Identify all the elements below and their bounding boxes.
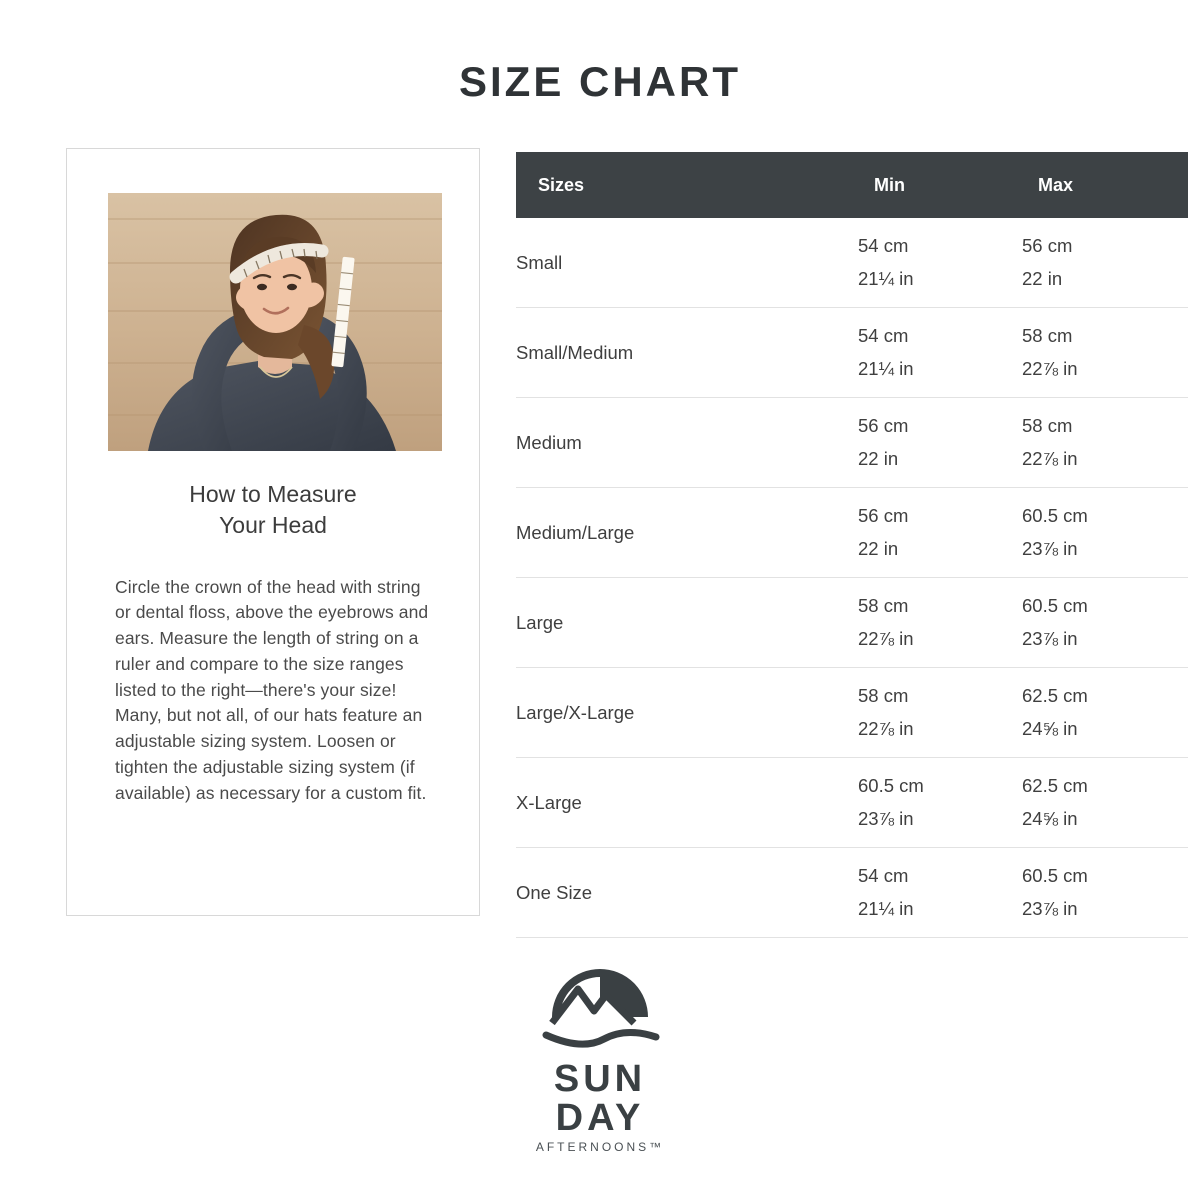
cell-min-in: 21¼ in <box>858 898 914 919</box>
measure-photo <box>108 193 442 451</box>
cell-min-cm: 56 cm <box>858 505 909 526</box>
cell-max <box>1022 308 1188 398</box>
cell-size: Medium <box>516 398 858 488</box>
cell-min <box>858 848 1022 938</box>
cell-size: Large/X-Large <box>516 668 858 758</box>
cell-max-in: 24⅝ in <box>1022 808 1078 829</box>
size-table-head <box>516 152 1188 218</box>
cell-size: X-Large <box>516 758 858 848</box>
cell-min <box>858 668 1022 758</box>
mountain-sun-icon <box>534 965 666 1051</box>
cell-max-cm: 60.5 cm <box>1022 865 1088 886</box>
logo-line-sun: SUN <box>553 1058 647 1100</box>
cell-max-cm: 60.5 cm <box>1022 505 1088 526</box>
cell-max-cm: 62.5 cm <box>1022 775 1088 796</box>
cell-size: Medium/Large <box>516 488 858 578</box>
column-header-sizes: Sizes <box>516 152 858 218</box>
cell-min-in: 22⅞ in <box>858 718 914 739</box>
cell-size: Small/Medium <box>516 308 858 398</box>
cell-min <box>858 758 1022 848</box>
table-row <box>516 218 1188 308</box>
column-header-max: Max <box>1022 152 1188 218</box>
cell-max <box>1022 578 1188 668</box>
cell-min-in: 21¼ in <box>858 268 914 289</box>
logo-line-afternoons: AFTERNOONS™ <box>535 1140 665 1154</box>
cell-min-cm: 56 cm <box>858 415 909 436</box>
cell-min-cm: 58 cm <box>858 685 909 706</box>
measure-heading-line1: How to Measure <box>189 481 357 507</box>
cell-min <box>858 308 1022 398</box>
cell-max <box>1022 848 1188 938</box>
cell-max-in: 23⅞ in <box>1022 898 1078 919</box>
table-row <box>516 488 1188 578</box>
page-title: SIZE CHART <box>459 58 741 105</box>
table-row <box>516 398 1188 488</box>
table-row <box>516 668 1188 758</box>
logo-wordmark <box>0 1060 1200 1156</box>
cell-min <box>858 488 1022 578</box>
table-row <box>516 758 1188 848</box>
cell-max-in: 22⅞ in <box>1022 448 1078 469</box>
size-table-wrapper <box>516 152 1134 938</box>
cell-max-in: 23⅞ in <box>1022 628 1078 649</box>
cell-min-in: 22 in <box>858 448 899 469</box>
cell-min-cm: 60.5 cm <box>858 775 924 796</box>
cell-size: One Size <box>516 848 858 938</box>
cell-min <box>858 398 1022 488</box>
cell-max-cm: 58 cm <box>1022 325 1073 346</box>
cell-max-cm: 62.5 cm <box>1022 685 1088 706</box>
cell-size: Small <box>516 218 858 308</box>
size-table-body <box>516 218 1188 938</box>
cell-min-cm: 54 cm <box>858 865 909 886</box>
measure-instructions: Circle the crown of the head with string or dental floss, above the eyebrows and ears. Measure the length of string on a ruler and compare to the size ranges listed to the right—there's your size! Many, but not all, of our hats feature an adjustable sizing system. Loosen or tighten the adjustable sizing system (if available) as necessary for a custom fit. <box>115 576 429 803</box>
measure-heading-line2: Your Head <box>219 512 327 538</box>
cell-min-cm: 54 cm <box>858 235 909 256</box>
cell-min-in: 22 in <box>858 538 899 559</box>
cell-max <box>1022 218 1188 308</box>
cell-max-cm: 58 cm <box>1022 415 1073 436</box>
measure-heading <box>67 479 479 541</box>
cell-max <box>1022 488 1188 578</box>
cell-max-cm: 56 cm <box>1022 235 1073 256</box>
size-table <box>516 152 1188 938</box>
table-row <box>516 848 1188 938</box>
cell-min <box>858 218 1022 308</box>
table-row <box>516 308 1188 398</box>
column-header-min: Min <box>858 152 1022 218</box>
cell-min-in: 21¼ in <box>858 358 914 379</box>
cell-min-in: 22⅞ in <box>858 628 914 649</box>
cell-min-cm: 54 cm <box>858 325 909 346</box>
cell-max <box>1022 398 1188 488</box>
cell-min-in: 23⅞ in <box>858 808 914 829</box>
cell-max-in: 24⅝ in <box>1022 718 1078 739</box>
cell-max <box>1022 758 1188 848</box>
table-header-row <box>516 152 1188 218</box>
cell-max-in: 23⅞ in <box>1022 538 1078 559</box>
cell-size: Large <box>516 578 858 668</box>
table-row <box>516 578 1188 668</box>
cell-min <box>858 578 1022 668</box>
cell-max-in: 22⅞ in <box>1022 358 1078 379</box>
logo-line-day: DAY <box>555 1097 645 1139</box>
cell-min-cm: 58 cm <box>858 595 909 616</box>
cell-max-cm: 60.5 cm <box>1022 595 1088 616</box>
brand-logo <box>0 965 1200 1156</box>
cell-max-in: 22 in <box>1022 268 1063 289</box>
how-to-measure-panel <box>66 148 480 916</box>
cell-max <box>1022 668 1188 758</box>
